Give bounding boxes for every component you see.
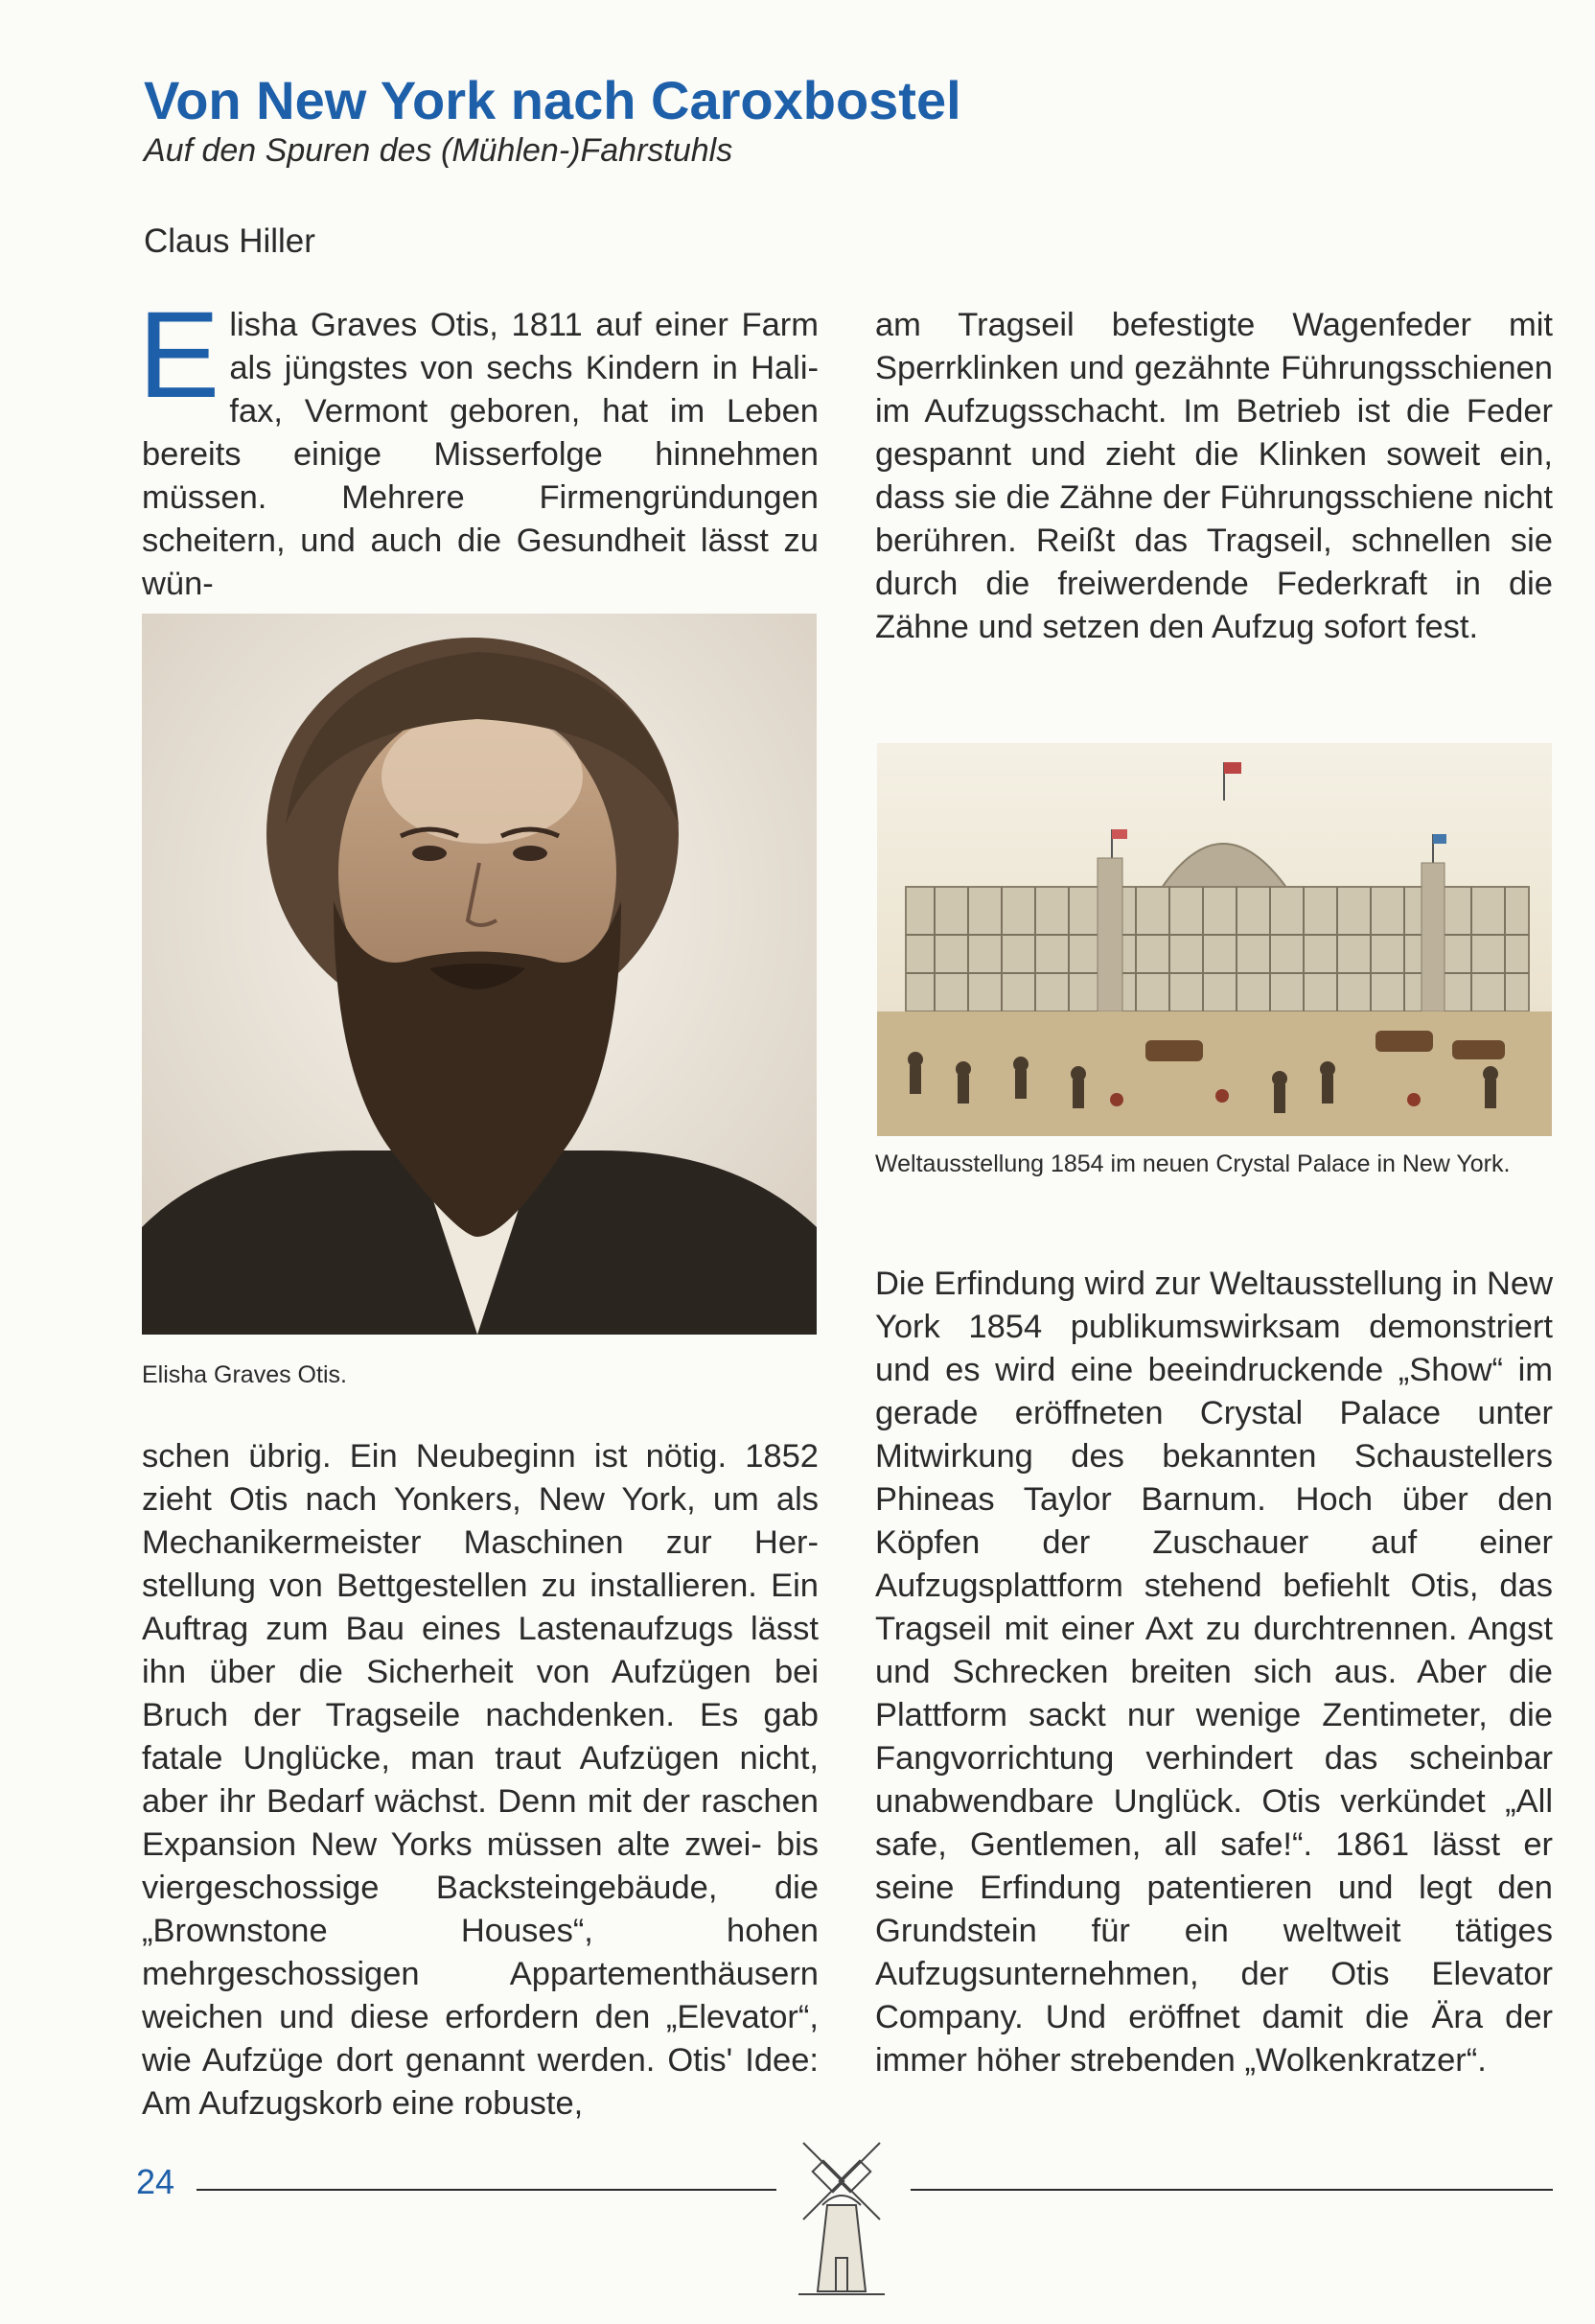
paragraph-intro [138,287,819,606]
footer-rule-right [911,2189,1553,2191]
paragraph-intro-text: lisha Graves Otis, 1811 auf einer Farm als jüngstes von sechs Kindern in Halifax, Vermont geboren, hat im Leben bereits einige Misserfolge hinnehmen müssen. Mehrere Firmengründungen scheitern, und auch die Gesundheit lässt zu wün- [142,307,819,602]
article-title: Von New York nach Caroxbostel [144,70,961,130]
portrait-image [142,614,817,1335]
drop-cap: E [138,287,220,424]
page-number: 24 [136,2162,175,2201]
paragraph-history: schen übrig. Ein Neubeginn ist nötig. 1852 zieht Otis nach Yonkers, New York, um als Mechanikermeister Maschinen zur Herstellung von Bettgestellen zu installieren. Ein Auftrag zum Bau eines Lastenaufzugs lässt ihn über die Sicherheit von Aufzügen bei Bruch der Tragseile nachdenken. Es gab fatale Unglücke, man traut Aufzügen nicht, aber ihr Bedarf wächst. Denn mit der raschen Expansion New Yorks müssen alte zwei- bis viergeschossige Backsteingebäude, die „Brownstone Houses“, hohen mehrgeschossigen Appartementhäusern weichen und diese erfordern den „Elevator“, wie Aufzüge dort genannt werden. Otis' Idee: Am Aufzugskorb eine robuste, [142,1438,819,2122]
windmill-icon [784,2124,899,2315]
portrait-illustration [142,614,817,1335]
crystal-palace-image [877,743,1552,1136]
paragraph-exhibition: Die Erfindung wird zur Weltausstellung in New York 1854 publikumswirksam demonstriert und es wird eine beeindruckende „Show“ im gerade eröffneten Crystal Palace unter Mitwirkung des bekannten Schaustellers Phineas Taylor Barnum. Hoch über den Köpfen der Zuschauer auf einer Aufzugsplattform stehend befiehlt Otis, das Tragseil mit einer Axt zu durchtrennen. Angst und Schrecken breiten sich aus. Aber die Plattform sackt nur wenige Zentimeter, die Fangvorrichtung verhindert das scheinbar unabwendbare Unglück. Otis verkündet „All safe, Gentlemen, all safe!“. 1861 lässt er seine Erfindung patentieren und legt den Grundstein für ein weltweit tätiges Aufzugsunternehmen, der Otis Elevator Company. Und eröffnet damit die Ära der immer höher strebenden „Wolkenkratzer“. [875,1266,1553,2079]
footer-rule-left [196,2189,776,2191]
crystal-palace-caption: Weltausstellung 1854 im neuen Crystal Palace in New York. [875,1150,1511,1177]
crystal-palace-illustration [877,743,1552,1136]
article-subtitle: Auf den Spuren des (Mühlen-)Fahrstuhls [144,132,733,169]
portrait-caption: Elisha Graves Otis. [142,1361,347,1388]
paragraph-mechanism: am Tragseil befestigte Wagenfeder mit Sperrklinken und gezähnte Führungsschienen im Aufzugsschacht. Im Betrieb ist die Feder gespannt und zieht die Klinken soweit ein, dass sie die Zähne der Führungsschiene nicht berühren. Reißt das Tragseil, schnellen sie durch die freiwerdende Federkraft in die Zähne und setzen den Aufzug sofort fest. [875,307,1553,645]
article-author: Claus Hiller [144,222,315,260]
